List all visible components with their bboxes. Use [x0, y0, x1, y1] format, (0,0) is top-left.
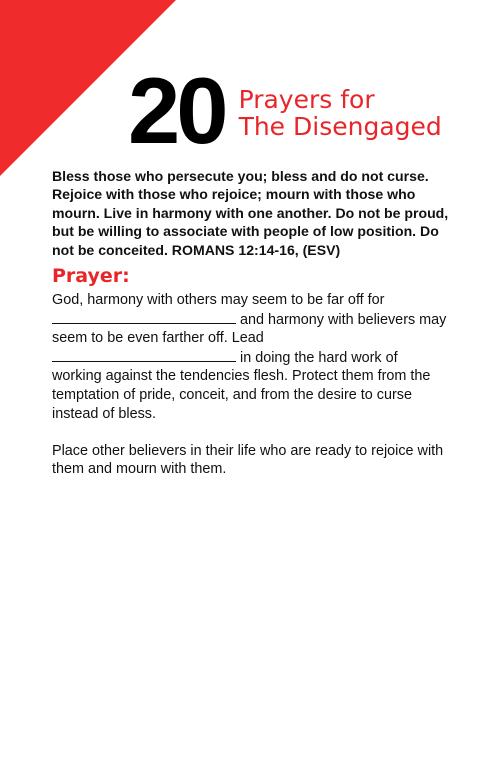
prayer-text-part-3: in doing the hard work of working against the tendencies flesh. Protect them from the temptation of pride, conceit, and from the desire to curse instead of bless.	[52, 349, 431, 422]
page-title	[239, 86, 442, 140]
prayer-text-part-1: God, harmony with others may seem to be far off for	[52, 292, 385, 308]
prayer-number: 20	[128, 58, 225, 163]
scripture-verse: Bless those who persecute you; bless and do not curse. Rejoice with those who rejoice; mourn with those who mourn. Live in harmony with one another. Do not be proud, but be willing to associate with people of low position. Do not be conceited. ROMANS 12:14-16, (ESV)	[52, 168, 449, 258]
prayer-text-part-2: and harmony with believers may seem to be even farther off. Lead	[52, 311, 447, 347]
prayer-body	[52, 291, 450, 498]
name-blank-1	[52, 310, 236, 324]
prayer-heading: Prayer:	[52, 265, 130, 287]
prayer-paragraph-2: Place other believers in their life who are ready to rejoice with them and mourn with them.	[52, 442, 444, 478]
prayer-paragraph-1	[52, 291, 450, 423]
title-line-1: Prayers for	[238, 85, 375, 114]
page-header	[128, 58, 442, 163]
title-line-2: The Disengaged	[238, 112, 442, 141]
name-blank-2	[52, 348, 236, 362]
